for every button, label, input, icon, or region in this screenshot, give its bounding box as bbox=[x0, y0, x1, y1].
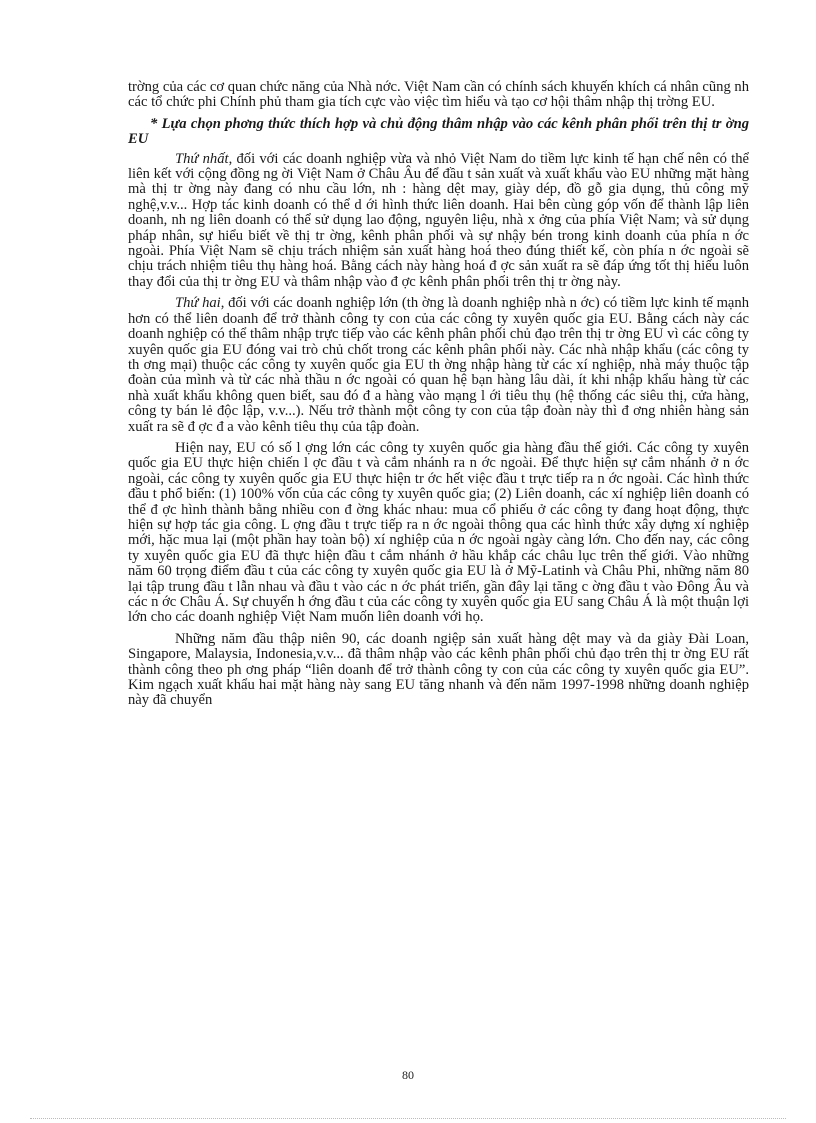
document-body bbox=[128, 80, 749, 715]
paragraph-first-lead: Thứ nhất bbox=[175, 150, 229, 167]
paragraph-first-body: , đối với các doanh nghiệp vừa và nhỏ Việt Nam do tiềm lực kinh tế hạn chế nên có thể liên kết với cộng đồng ng ời Việt Nam ở Châu Âu để đầu t sản xuất và xuất khẩu vào EU những mặt hàng mà thị tr ờng này đang có nhu cầu lớn, nh : hàng dệt may, giày dép, đồ gỗ gia dụng, thủ công mỹ nghệ,v.v... Hợp tác kinh doanh có thể d ới hình thức liên doanh. Hai bên cùng góp vốn để thành lập liên doanh, nh ng liên doanh có thể sử dụng lao động, nguyên liệu, nhà x ởng của phía Việt Nam; và sử dụng pháp nhân, sự hiểu biết về thị tr ờng, kênh phân phối và sự nhậy bén trong kinh doanh của phía n ớc ngoài. Phía Việt Nam sẽ chịu trách nhiệm sản xuất hàng hoá theo đúng thiết kế, còn phía n ớc ngoài sẽ chịu trách nhiệm tiêu thụ hàng hoá. Bằng cách này hàng hoá đ ợc sản xuất ra sẽ đáp ứng tốt thị hiếu luôn thay đổi của thị tr ờng EU và thâm nhập vào đ ợc kênh phân phối trên thị tr ờng này. bbox=[128, 150, 749, 290]
section-heading: * Lựa chọn phơng thức thích hợp và chủ động thâm nhập vào các kênh phân phối trên thị tr ờng EU bbox=[128, 115, 749, 148]
footer-divider bbox=[30, 1118, 786, 1119]
paragraph-second bbox=[128, 296, 749, 435]
paragraph-second-lead: Thứ hai bbox=[175, 295, 221, 312]
paragraph-first bbox=[128, 152, 749, 291]
paragraph-second-body: , đối với các doanh nghiệp lớn (th ờng là doanh nghiệp nhà n ớc) có tiềm lực kinh tế mạnh hơn có thể liên doanh để trở thành công ty con của các công ty xuyên quốc gia EU. Bằng cách này các doanh nghiệp có thể thâm nhập trực tiếp vào các kênh phân phối chủ đạo trên thị tr ờng EU vì các công ty xuyên quốc gia EU đóng vai trò chủ chốt trong các kênh phân phối này. Các nhà nhập khẩu (các công ty th ơng mại) thuộc các công ty xuyên quốc gia EU th ờng nhập hàng từ các xí nghiệp, nhà máy thuộc tập đoàn của mình và từ các nhà thầu n ớc ngoài có quan hệ bạn hàng lâu dài, ít khi nhập khẩu hàng từ các nhà xuất khẩu không quen biết, sau đó đ a hàng vào mạng l ới tiêu thụ (hệ thống các siêu thị, cửa hàng, công ty bán lẻ độc lập, v.v...). Nếu trở thành một công ty con của tập đoàn này thì đ ơng nhiên hàng sản xuất ra sẽ đ ợc đ a vào kênh tiêu thụ của tập đoàn. bbox=[128, 295, 750, 435]
paragraph-third: Hiện nay, EU có số l ợng lớn các công ty xuyên quốc gia hàng đầu thế giới. Các công ty xuyên quốc gia EU thực hiện chiến l ợc đầu t và cắm nhánh ra n ớc ngoài. Để thực hiện sự cắm nhánh ở n ớc ngoài, các công ty xuyên quốc gia EU thực hiện tr ớc hết việc đầu t trực tiếp ra n ớc ngoài. Các hình thức đầu t phổ biến: (1) 100% vốn của các công ty xuyên quốc gia; (2) Liên doanh, các xí nghiệp liên doanh có thể đ ợc hình thành bằng nhiều con đ ờng khác nhau: mua cổ phiếu ở các công ty đang hoạt động, thực hiện sự hợp tác gia công. L ợng đầu t trực tiếp ra n ớc ngoài thông qua các hình thức xây dựng xí nghiệp mới, hặc mua lại (một phần hay toàn bộ) xí nghiệp của n ớc ngoài ngày càng lớn. Cho đến nay, các công ty xuyên quốc gia EU đã thực hiện đầu t cắm nhánh ở hầu khắp các châu lục trên thế giới. Vào những năm 60 trọng điểm đầu t của các công ty xuyên quốc gia EU là ở Mỹ-Latinh và Châu Phi, những năm 80 lại tập trung đầu t lẫn nhau và đầu t vào các n ớc phát triển, gần đây lại tăng c ờng đầu t vào Đông Âu và các n ớc Châu Á. Sự chuyển h ớng đầu t của các công ty xuyên quốc gia EU sang Châu Á là một thuận lợi lớn cho các doanh nghiệp Việt Nam muốn liên doanh với họ. bbox=[128, 439, 749, 626]
paragraph-fourth: Những năm đầu thập niên 90, các doanh ngiệp sản xuất hàng dệt may và da giày Đài Loan, Singapore, Malaysia, Indonesia,v.v... đã thâm nhập vào các kênh phân phối chủ đạo trên thị tr ờng EU rất thành công theo ph ơng pháp “liên doanh để trở thành công ty con của các công ty xuyên quốc gia EU”. Kim ngạch xuất khẩu hai mặt hàng này sang EU tăng nhanh và đến năm 1997-1998 những doanh nghiệp này đã chuyển bbox=[128, 630, 749, 709]
paragraph-intro: trờng của các cơ quan chức năng của Nhà nớc. Việt Nam cần có chính sách khuyến khích cá nhân cũng nh các tổ chức phi Chính phủ tham gia tích cực vào việc tìm hiểu và tạo cơ hội thâm nhập thị trờng EU. bbox=[128, 79, 749, 111]
page-number: 80 bbox=[402, 1068, 414, 1082]
